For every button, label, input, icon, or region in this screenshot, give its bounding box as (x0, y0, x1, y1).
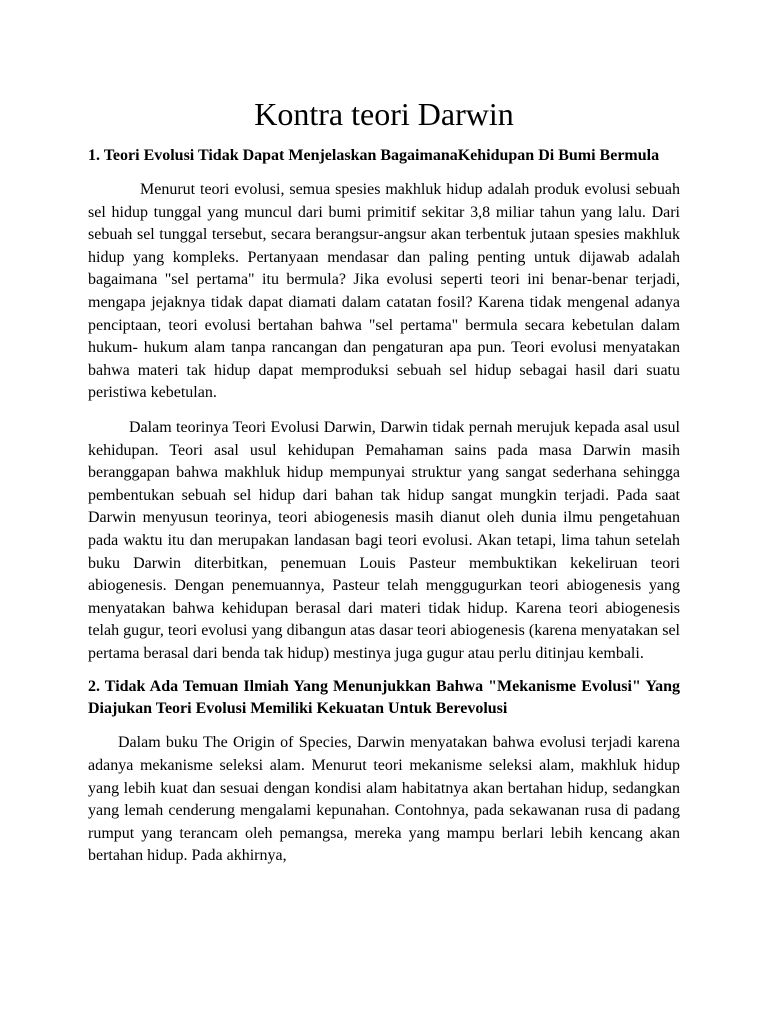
section-2-paragraph-1: Dalam buku The Origin of Species, Darwin menyatakan bahwa evolusi terjadi karena adanya mekanisme seleksi alam. Menurut teori mekanisme seleksi alam, makhluk hidup yang lebih kuat dan sesuai dengan kondisi alam habitatnya akan bertahan hidup, sedangkan yang lemah cenderung mengalami kepunahan. Contohnya, pada sekawanan rusa di padang rumput yang terancam oleh pemangsa, mereka yang mampu berlari lebih kencang akan bertahan hidup. Pada akhirnya, (88, 734, 680, 865)
document-page (88, 0, 680, 868)
section-heading-1: 1. Teori Evolusi Tidak Dapat Menjelaskan BagaimanaKehidupan Di Bumi Bermula (88, 147, 660, 164)
section-1-paragraph-1: Menurut teori evolusi, semua spesies makhluk hidup adalah produk evolusi sebuah sel hidup tunggal yang muncul dari bumi primitif sekitar 3,8 miliar tahun yang lalu. Dari sebuah sel tunggal tersebut, secara berangsur-angsur akan terbentuk jutaan spesies makhluk hidup yang kompleks. Pertanyaan mendasar dan paling penting untuk dijawab adalah bagaimana "sel pertama" itu bermula? Jika evolusi seperti teori ini benar-benar terjadi, mengapa jejaknya tidak dapat diamati dalam catatan fosil? Karena tidak mengenal adanya penciptaan, teori evolusi bertahan bahwa "sel pertama" bermula secara kebetulan dalam hukum- hukum alam tanpa rancangan dan pengaturan apa pun. Teori evolusi menyatakan bahwa materi tak hidup dapat memproduksi sebuah sel hidup sebagai hasil dari suatu peristiwa kebetulan. (88, 181, 680, 402)
page-title: Kontra teori Darwin (254, 96, 514, 132)
section-1-paragraph-2: Dalam teorinya Teori Evolusi Darwin, Darwin tidak pernah merujuk kepada asal usul kehidupan. Teori asal usul kehidupan Pemahaman sains pada masa Darwin masih beranggapan bahwa makhluk hidup mempunyai struktur yang sangat sederhana sehingga pembentukan sebuah sel hidup dari bahan tak hidup sangat mungkin terjadi. Pada saat Darwin menyusun teorinya, teori abiogenesis masih dianut oleh dunia ilmu pengetahuan pada waktu itu dan merupakan landasan bagi teori evolusi. Akan tetapi, lima tahun setelah buku Darwin diterbitkan, penemuan Louis Pasteur membuktikan kekeliruan teori abiogenesis. Dengan penemuannya, Pasteur telah menggugurkan teori abiogenesis yang menyatakan bahwa kehidupan berasal dari materi tidak hidup. Karena teori abiogenesis telah gugur, teori evolusi yang dibangun atas dasar teori abiogenesis (karena menyatakan sel pertama berasal dari benda tak hidup) mestinya juga gugur atau perlu ditinjau kembali. (88, 418, 680, 662)
section-heading-2: 2. Tidak Ada Temuan Ilmiah Yang Menunjukkan Bahwa "Mekanisme Evolusi" Yang Diajukan Teori Evolusi Memiliki Kekuatan Untuk Berevolusi (88, 678, 680, 718)
